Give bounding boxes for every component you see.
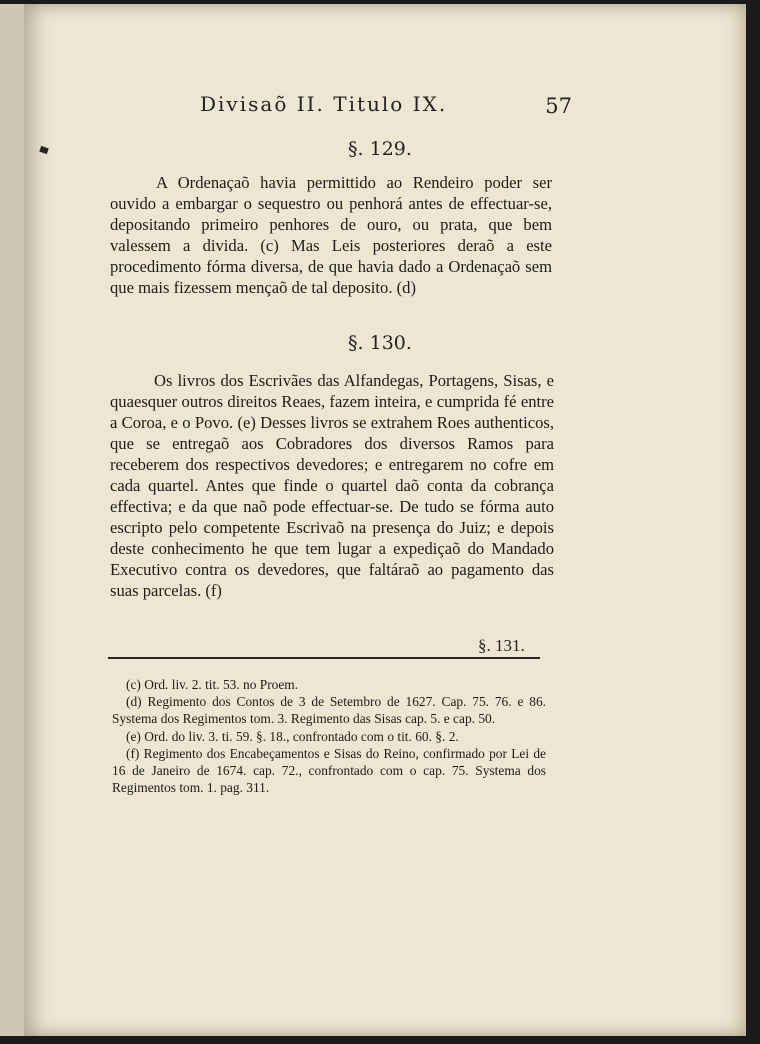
catchword: §. 131. xyxy=(478,636,525,655)
page-number: 57 xyxy=(545,94,572,118)
footnote-rule xyxy=(108,657,540,659)
footnote-f: (f) Regimento dos Encabeçamentos e Sisas do Reino, confirmado por Lei de 16 de Janeiro de 1674. cap. 72., confrontado com o cap. 75. Systema dos Regimentos tom. 1. pag. 311. xyxy=(112,745,546,796)
footnotes xyxy=(112,676,546,796)
footnote-d: (d) Regimento dos Contos de 3 de Setembro de 1627. Cap. 75. 76. e 86. Systema dos Regimentos tom. 3. Regimento das Sisas cap. 5. e cap. 50. xyxy=(112,694,546,727)
section-heading-130: §. 130. xyxy=(348,332,412,354)
running-header xyxy=(200,92,572,116)
footnote-c: (c) Ord. liv. 2. tit. 53. no Proem. xyxy=(126,677,299,692)
running-title: Divisaõ II. Titulo IX. xyxy=(200,92,448,116)
section-text-129: A Ordenaçaõ havia permittido ao Rendeiro poder ser ouvido a embargar o sequestro ou penhorá antes de effectuar-se, depositando primeiro penhores de ouro, ou prata, que bem valessem a divida. (c) Mas Leis posteriores deraõ a este procedimento fórma diversa, de que havia dado a Ordenaçaõ sem que mais fizessem mençaõ de tal deposito. (d) xyxy=(110,173,552,297)
footnote-e: (e) Ord. do liv. 3. ti. 59. §. 18., confrontado com o tit. 60. §. 2. xyxy=(126,728,459,744)
section-heading-129: §. 129. xyxy=(348,138,412,160)
section-text-130: Os livros dos Escrivães das Alfandegas, Portagens, Sisas, e quaesquer outros direitos Reaes, fazem inteira, e cumprida fé entre a Coroa, e o Povo. (e) Desses livros se extrahem Roes authenticos, que se entregaõ aos Cobradores dos diversos Ramos para receberem dos respectivos devedores; e entregarem no cofre em cada quartel. Antes que finde o quartel daõ conta da cobrança effectiva; e da que naõ pode effectuar-se. De tudo se fórma auto escripto pelo competente Escrivaõ na presença do Juiz; e depois deste conhecimento he que tem lugar a expediçaõ do Mandado Executivo contra os devedores, que faltáraõ ao pagamento das suas parcelas. (f) xyxy=(110,371,554,600)
